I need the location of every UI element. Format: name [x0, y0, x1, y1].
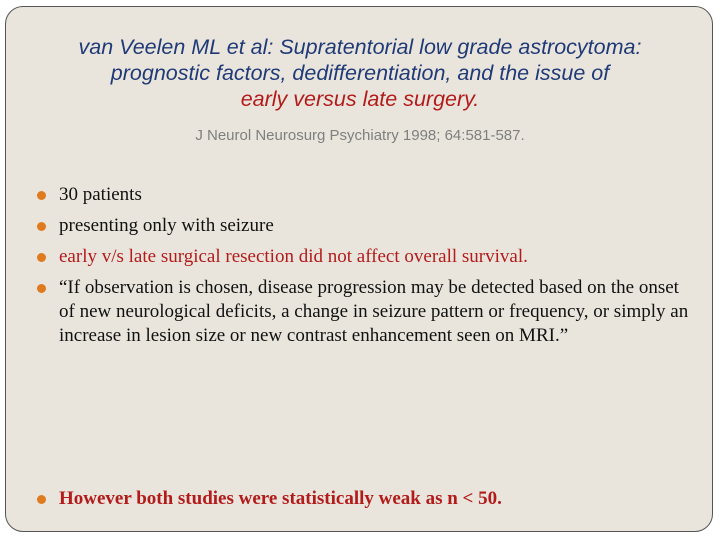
slide-title: [6, 34, 714, 112]
title-line-1: van Veelen ML et al: Supratentorial low grade astrocytoma:: [78, 35, 642, 59]
bullet-text: “If observation is chosen, disease progression may be detected based on the onset of new neurological deficits, a change in seizure pattern or frequency, or simply an increase in lesion size or new contrast enhancement seen on MRI.”: [59, 277, 689, 346]
bullet-text: presenting only with seizure: [59, 215, 274, 236]
conclusion-text: However both studies were statistically weak as n < 50.: [59, 488, 502, 509]
bullet-dot-icon: [37, 253, 46, 262]
bullet-item-survival: [35, 245, 695, 269]
title-line-2: prognostic factors, dedifferentiation, and the issue of: [110, 61, 610, 85]
bullet-text: 30 patients: [59, 184, 142, 205]
bullet-dot-icon: [37, 222, 46, 231]
bullet-dot-icon: [37, 495, 46, 504]
bullet-item-quote: [35, 276, 695, 348]
bullet-item-seizure: [35, 214, 695, 238]
bullet-item-patients: [35, 183, 695, 207]
bullet-list: [35, 183, 695, 348]
bullet-text: early v/s late surgical resection did not affect overall survival.: [59, 246, 528, 267]
conclusion-bullet: [35, 487, 695, 511]
journal-citation: J Neurol Neurosurg Psychiatry 1998; 64:581-587.: [195, 127, 525, 144]
bullet-dot-icon: [37, 284, 46, 293]
slide: [5, 6, 713, 532]
title-line-3-highlight: early versus late surgery.: [240, 87, 480, 111]
bullet-dot-icon: [37, 191, 46, 200]
